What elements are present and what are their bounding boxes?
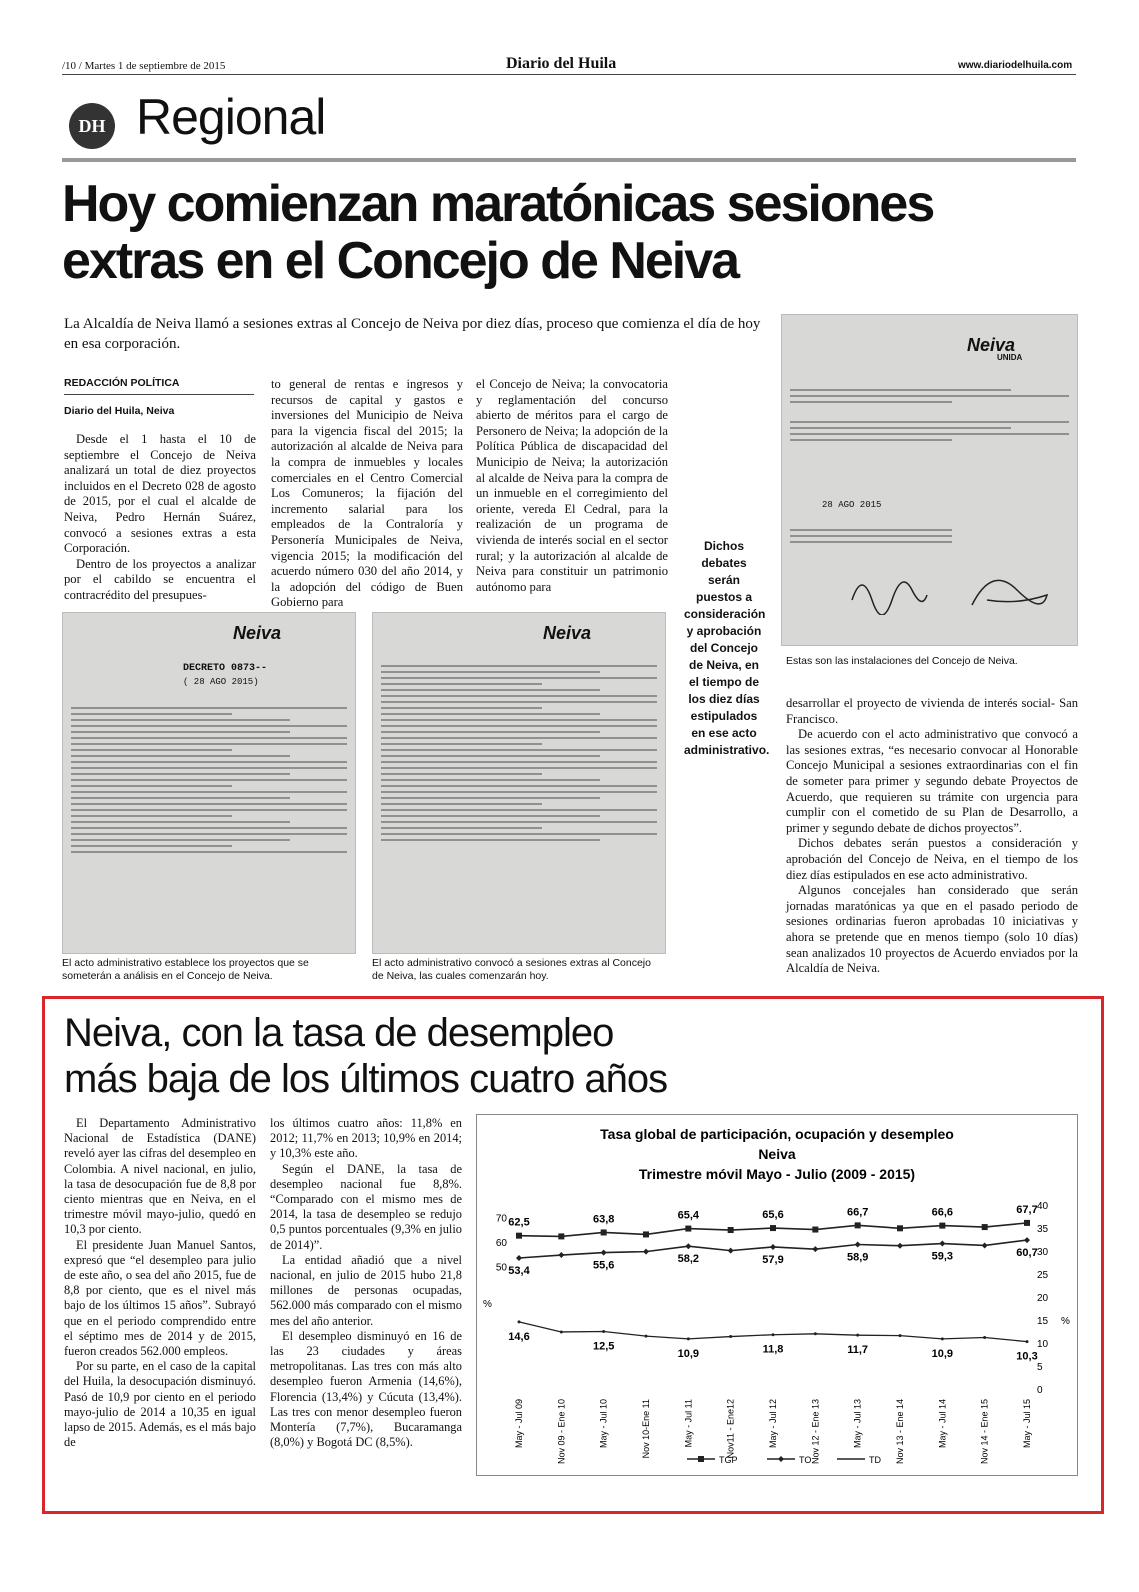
- caption-1: El acto administrativo establece los proyectos que se someterán a análisis en el Concejo de Neiva.: [62, 957, 309, 982]
- article2-col2: [270, 1116, 462, 1450]
- data-label-to: 55,6: [592, 1259, 615, 1272]
- x-tick-label: Nov11 - Ene12: [725, 1399, 736, 1459]
- article1-col1: [64, 432, 256, 604]
- legend-marker: [778, 1456, 784, 1462]
- point-tgp: [855, 1222, 861, 1228]
- a2-col1-paragraph-3: Por su parte, en el caso de la capital del Huila, la desocupación disminuyó. Pasó de 10,9 por ciento en el periodo mayo-julio de 2014 a 10,35 en igual lapso de 2015. Además, es el más bajo de: [64, 1359, 256, 1450]
- data-label-td: 10,9: [931, 1347, 954, 1360]
- article1-col3: [476, 377, 668, 595]
- website: www.diariodelhuila.com: [958, 60, 1073, 71]
- point-tgp: [897, 1225, 903, 1231]
- point-tgp: [601, 1229, 607, 1235]
- data-label-td: 11,7: [847, 1344, 869, 1357]
- doc1-brand: Neiva: [233, 623, 282, 643]
- a2-col2-paragraph-3: La entidad añadió que a nivel nacional, en julio de 2015 hubo 21,8 millones de personas ocupadas, 562.000 más comparado con el mismo mes del año anterior.: [270, 1252, 462, 1328]
- doc-brand-sub: UNIDA: [997, 353, 1023, 362]
- pullquote: Dichos debates serán puestos a consideración y aprobación del Concejo de Neiva, en el tiempo de los diez días estipulados en ese acto administrativo.: [684, 539, 770, 757]
- data-label-tgp: 65,6: [762, 1209, 784, 1222]
- col4-paragraph-1: desarrollar el proyecto de vivienda de interés social- San Francisco.: [786, 696, 1078, 726]
- article2-headline-line-2: más baja de los últimos cuatro años: [64, 1057, 668, 1101]
- point-td: [983, 1336, 986, 1339]
- point-td: [856, 1334, 859, 1337]
- point-td: [1026, 1340, 1029, 1343]
- x-tick-label: Nov 12 - Ene 13: [810, 1399, 821, 1465]
- point-td: [814, 1332, 817, 1335]
- point-to: [982, 1242, 988, 1248]
- data-label-tgp: 67,7: [1016, 1203, 1038, 1216]
- article2-headline: [64, 1010, 1084, 1102]
- article1-col4: [786, 696, 1078, 977]
- point-td: [941, 1337, 944, 1340]
- article1-col2: [271, 377, 463, 611]
- right-tick-label: 35: [1037, 1224, 1049, 1235]
- byline-rule: [64, 394, 254, 395]
- headline-line-2: extras en el Concejo de Neiva: [62, 232, 739, 290]
- x-tick-label: May - Jul 13: [852, 1399, 863, 1449]
- point-td: [687, 1337, 690, 1340]
- data-label-tgp: 63,8: [592, 1213, 615, 1226]
- x-tick-label: Nov 09 - Ene 10: [556, 1399, 567, 1465]
- right-tick-label: 20: [1037, 1293, 1049, 1304]
- data-label-td: 10,9: [677, 1347, 700, 1360]
- point-tgp: [558, 1233, 564, 1239]
- data-label-tgp: 62,5: [508, 1216, 530, 1229]
- col3-paragraph: el Concejo de Neiva; la convocatoria y reglamentación del concurso abierto de méritos para el cargo de Personero de Neiva; la adopción de la Política Pública de discapacidad del Municipio de Neiva; la autorización al alcalde de Neiva para la compra de un inmueble en el corregimiento del oriente, vereda El Cedral, para la realización de un programa de vivienda de interés social en el sector rural; y la autorización al alcalde de Neiva para constituir un patrimonio autónomo para: [476, 377, 668, 594]
- right-axis-label: %: [1061, 1316, 1070, 1327]
- top-rule: [62, 74, 1076, 75]
- legend-label: TO: [799, 1455, 812, 1465]
- chart-subtitle-2: Trimestre móvil Mayo - Julio (2009 - 2015): [638, 1166, 916, 1182]
- data-label-to: 58,9: [846, 1251, 869, 1264]
- data-label-td: 11,8: [762, 1343, 784, 1356]
- x-tick-label: May - Jul 09: [514, 1399, 524, 1449]
- point-tgp: [939, 1223, 945, 1229]
- doc1-decree: DECRETO 0873--: [183, 663, 268, 674]
- a2-col2-paragraph-1: los últimos cuatro años: 11,8% en 2012; 11,7% en 2013; 10,9% en 2014; y 10,3% este año.: [270, 1116, 462, 1161]
- point-to: [897, 1243, 903, 1249]
- point-td: [560, 1330, 563, 1333]
- logo: [69, 103, 115, 149]
- chart-svg: [477, 1115, 1077, 1475]
- point-td: [602, 1330, 605, 1333]
- photo-concejo-document: [781, 314, 1078, 646]
- right-tick-label: 5: [1037, 1362, 1043, 1373]
- a2-col1-paragraph-1: El Departamento Administrativo Nacional de Estadística (DANE) reveló ayer las cifras del desempleo en Colombia. A nivel nacional, en julio, la tasa de desocupación fue de 8,8 por ciento mientras que en Neiva, en el trimestre móvil mayo-julio, quedó en 10,3 por ciento.: [64, 1116, 256, 1237]
- data-label-to: 53,4: [508, 1264, 530, 1277]
- data-label-td: 10,3: [1016, 1350, 1038, 1363]
- left-tick-label: 50: [495, 1262, 507, 1274]
- a2-col2-paragraph-2: Según el DANE, la tasa de desempleo nacional fue 8,8%. “Comparado con el mismo mes de 2014, la tasa de desempleo se redujo 0,5 puntos porcentuales (9,3% en julio de 2014)”.: [270, 1161, 462, 1252]
- right-tick-label: 40: [1037, 1201, 1049, 1212]
- x-tick-label: May - Jul 12: [768, 1399, 778, 1449]
- point-to: [728, 1248, 734, 1254]
- point-to: [685, 1243, 691, 1249]
- article1-headline: [62, 176, 1092, 290]
- point-to: [516, 1255, 522, 1261]
- photo-decree-2: [372, 612, 666, 954]
- headline-line-1: Hoy comienzan maratónicas sesiones: [62, 175, 934, 233]
- legend-marker: [698, 1456, 704, 1462]
- col4-paragraph-2: De acuerdo con el acto administrativo que convocó a las sesiones extras, “es necesario convocar al Honorable Concejo Municipal a sesiones extraordinarias con el fin de someter para primer y segundo debate Proyectos de Acuerdo, que requieren su trámite con urgencia para cumplir con el cometido de su Plan de Desarrollo, a primer y segundo debate de dichos proyectos”.: [786, 727, 1078, 835]
- left-axis-label: %: [483, 1299, 492, 1311]
- data-label-td: 14,6: [508, 1330, 530, 1343]
- right-tick-label: 10: [1037, 1339, 1049, 1350]
- point-tgp: [685, 1226, 691, 1232]
- caption-3: Estas son las instalaciones del Concejo de Neiva.: [786, 655, 1018, 667]
- point-tgp: [516, 1233, 522, 1239]
- data-label-td: 12,5: [592, 1340, 615, 1353]
- doc1-date: ( 28 AGO 2015): [183, 677, 259, 687]
- article1-lead: La Alcaldía de Neiva llamó a sesiones extras al Concejo de Neiva por diez días, proceso que comienza el día de hoy en esa corporación.: [64, 316, 761, 352]
- doc2-brand: Neiva: [543, 623, 592, 643]
- photo-decree-1: [62, 612, 356, 954]
- section-title: Regional: [136, 89, 326, 145]
- section-rule: [62, 158, 1076, 162]
- point-td: [518, 1320, 521, 1323]
- right-tick-label: 30: [1037, 1247, 1049, 1258]
- data-label-to: 57,9: [762, 1253, 784, 1266]
- point-to: [855, 1241, 861, 1247]
- x-tick-label: May - Jul 15: [1022, 1399, 1032, 1449]
- point-to: [770, 1244, 776, 1250]
- x-tick-label: May - Jul 14: [937, 1399, 948, 1449]
- left-tick-label: 70: [495, 1213, 507, 1225]
- point-to: [558, 1252, 564, 1258]
- point-to: [601, 1250, 607, 1256]
- chart-frame: [476, 1114, 1078, 1476]
- signatures: [842, 565, 1062, 615]
- col4-paragraph-3: Dichos debates serán puestos a consideración y aprobación del Concejo de Neiva, en el tiempo de los diez días estipulados en ese acto administrativo.: [786, 836, 1078, 882]
- x-tick-label: Nov 14 - Ene 15: [979, 1399, 990, 1465]
- point-tgp: [643, 1231, 649, 1237]
- right-tick-label: 25: [1037, 1270, 1049, 1281]
- point-td: [645, 1335, 648, 1338]
- col1-paragraph: Desde el 1 hasta el 10 de septiembre el Concejo de Neiva analizará un total de diez proyectos incluidos en el Decreto 028 de agosto de 2015, por el cual el alcalde de Neiva, Pedro Hernán Suárez, convocó a sesiones extras a esta Corporación.: [64, 432, 256, 556]
- data-label-to: 58,2: [677, 1253, 700, 1266]
- x-tick-label: May - Jul 11: [683, 1399, 694, 1448]
- data-label-to: 60,7: [1016, 1247, 1038, 1260]
- a2-col1-paragraph-2: El presidente Juan Manuel Santos, expresó que “el desempleo para julio de este año, o sea del año 2015, fue de 8,8 por ciento, que es el nivel más bajo de los últimos 15 años”. Subrayó que en el periodo comprendido entre el séptimo mes de 2014 y de 2015, fueron creados 562.000 empleos.: [64, 1237, 256, 1359]
- x-tick-label: May - Jul 10: [598, 1399, 609, 1449]
- article2-headline-line-1: Neiva, con la tasa de desempleo: [64, 1011, 614, 1055]
- doc-date: 28 AGO 2015: [822, 500, 882, 510]
- x-tick-label: Nov 13 - Ene 14: [895, 1399, 905, 1465]
- byline: REDACCIÓN POLÍTICA: [64, 377, 180, 389]
- col2-paragraph: to general de rentas e ingresos y recursos de capital y gastos e inversiones del Municipio de Neiva para la vigencia fiscal del 2015; la autorización al alcalde de Neiva para la compra de inmuebles y locales comerciales en el Centro Comercial Los Comuneros; la fijación del incremento salarial para los empleados de la Contraloría y Personería Municipales de Neiva, vigencia 2015; la modificación del acuerdo número 030 del año 2014, y la adopción del código de Buen Gobierno para: [271, 377, 463, 610]
- data-label-tgp: 66,6: [931, 1206, 954, 1219]
- point-tgp: [728, 1227, 734, 1233]
- chart-title: Tasa global de participación, ocupación y desempleo: [600, 1126, 954, 1142]
- right-tick-label: 15: [1037, 1316, 1049, 1327]
- legend-label: TGP: [719, 1455, 738, 1465]
- point-td: [772, 1333, 775, 1336]
- caption-2: El acto administrativo convocó a sesiones extras al Concejo de Neiva, las cuales comenzarán hoy.: [372, 957, 651, 982]
- col4-paragraph-4: Algunos concejales han considerado que serán jornadas maratónicas ya que en el pasado periodo de sesiones ordinarias fueron aprobadas 10 iniciativas y ahora se pretende que en menos tiempo (solo 10 días) sean analizados 10 proyectos de Acuerdo enviados por la Alcaldía de Neiva.: [786, 883, 1078, 976]
- point-td: [899, 1334, 902, 1337]
- data-label-tgp: 66,7: [846, 1206, 869, 1219]
- point-tgp: [982, 1224, 988, 1230]
- data-label-tgp: 65,4: [677, 1209, 700, 1222]
- right-tick-label: 0: [1037, 1385, 1043, 1396]
- point-td: [729, 1335, 732, 1338]
- doc-brand: Neiva: [967, 335, 1016, 355]
- left-tick-label: 60: [495, 1237, 507, 1249]
- point-to: [812, 1246, 818, 1252]
- page-info: /10 / Martes 1 de septiembre de 2015: [62, 60, 226, 72]
- point-to: [939, 1241, 945, 1247]
- data-label-to: 59,3: [931, 1250, 954, 1263]
- point-tgp: [812, 1227, 818, 1233]
- point-tgp: [770, 1225, 776, 1231]
- a2-col2-paragraph-4: El desempleo disminuyó en 16 de las 23 ciudades y áreas metropolitanas. Las tres con más alto desempleo fueron Armenia (14,6%), Florencia (13,4%) y Cúcuta (13,4%). Las tres con menor desempleo fueron Montería (7,7%), Bucaramanga (8,0%) y Bogotá DC (8,5%).: [270, 1328, 462, 1450]
- series-line-td: [519, 1322, 1027, 1342]
- point-to: [643, 1249, 649, 1255]
- article2-col1: [64, 1116, 256, 1450]
- paper-name: Diario del Huila: [506, 55, 617, 72]
- col1-paragraph-2: Dentro de los proyectos a analizar por el cabildo se encuentra el contracrédito del presupues-: [64, 556, 256, 602]
- legend-label: TD: [869, 1455, 881, 1465]
- logo-text: DH: [78, 115, 106, 136]
- point-tgp: [1024, 1220, 1030, 1226]
- x-tick-label: Nov 10-Ene 11: [641, 1399, 651, 1459]
- point-to: [1024, 1237, 1030, 1243]
- dateline: Diario del Huila, Neiva: [64, 405, 175, 417]
- chart-subtitle: Neiva: [758, 1146, 796, 1162]
